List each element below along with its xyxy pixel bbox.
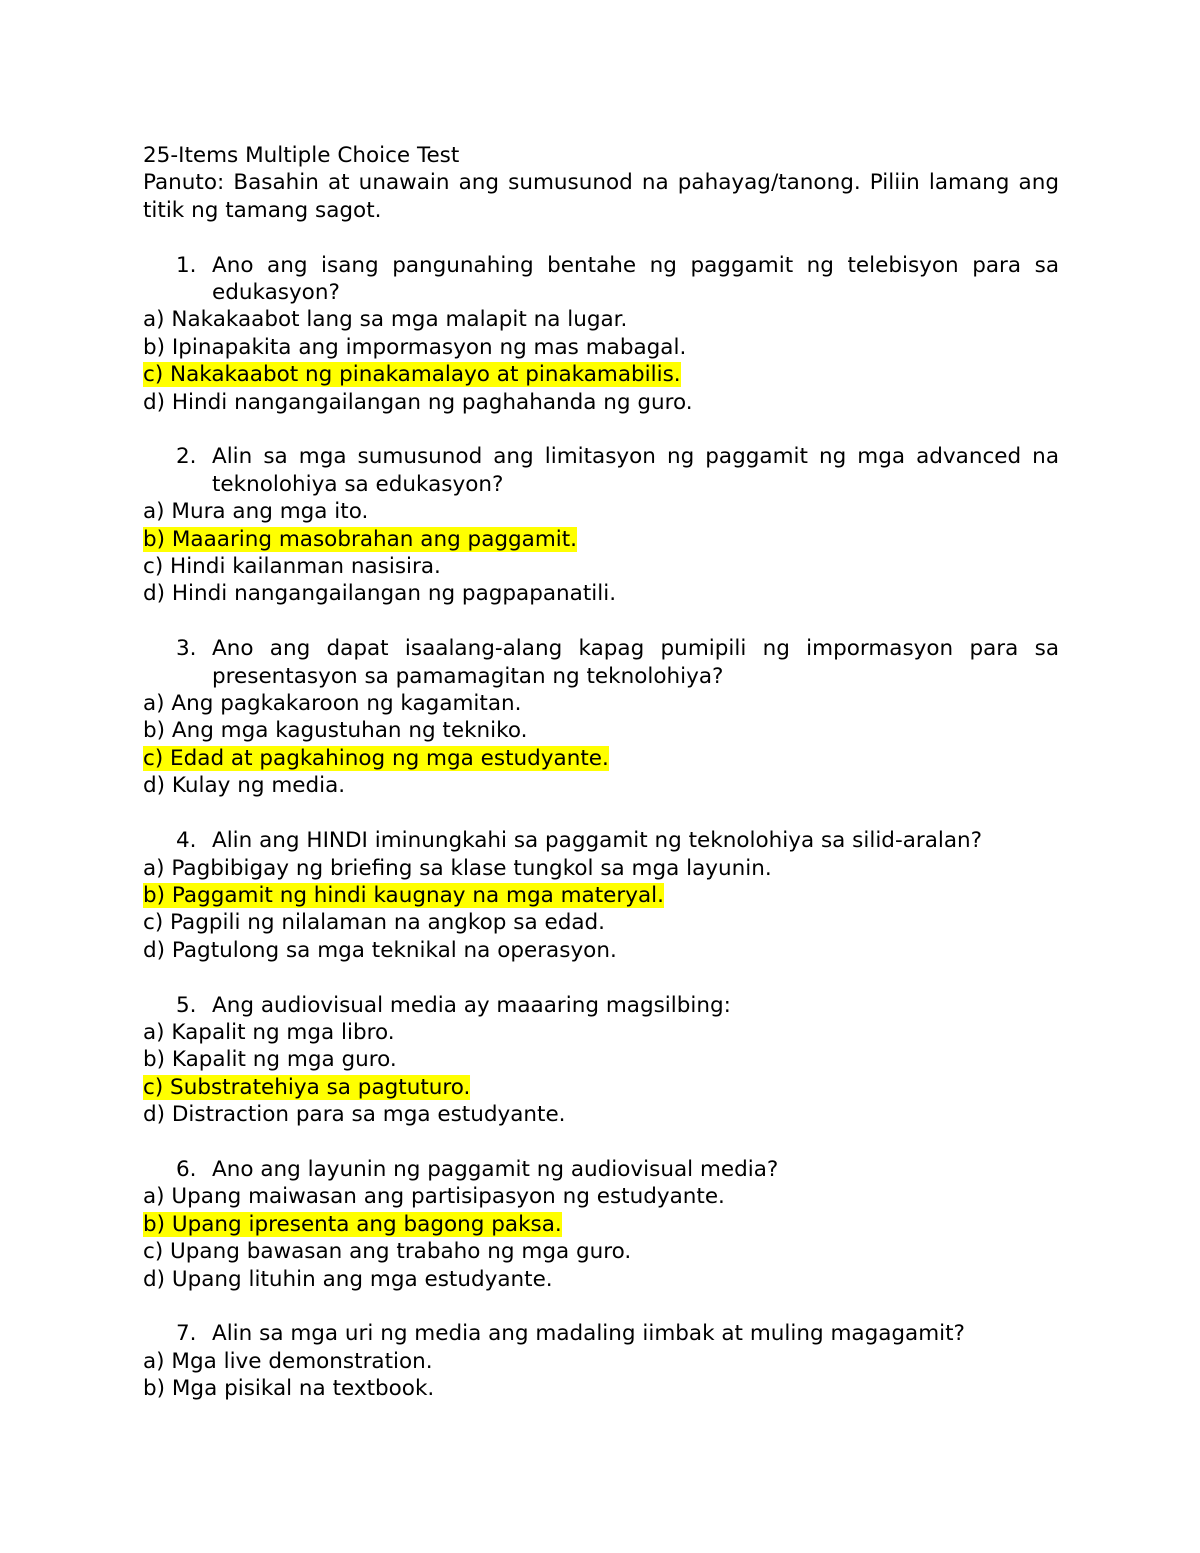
question-text	[143, 252, 1059, 307]
answer-choice	[143, 1101, 1059, 1128]
question-prompt: Alin ang HINDI iminungkahi sa paggamit ng teknolohiya sa silid-aralan?	[212, 828, 983, 854]
question-number: 1.	[176, 252, 197, 278]
question-prompt: Ano ang layunin ng paggamit ng audiovisual media?	[212, 1156, 779, 1182]
highlighted-answer: c) Nakakaabot ng pinakamalayo at pinakamabilis.	[143, 362, 681, 388]
choice-text: b) Mga pisikal na textbook.	[143, 1376, 435, 1402]
question-block	[143, 1320, 1059, 1402]
choice-text: a) Mga live demonstration.	[143, 1348, 433, 1374]
choice-text: c) Hindi kailanman nasisira.	[143, 554, 441, 580]
document-page	[143, 142, 1059, 1403]
answer-choice	[143, 1266, 1059, 1293]
choice-text: a) Upang maiwasan ang partisipasyon ng estudyante.	[143, 1184, 725, 1210]
highlighted-answer: c) Edad at pagkahinog ng mga estudyante.	[143, 745, 609, 771]
answer-choice	[143, 361, 1059, 388]
answer-choice	[143, 389, 1059, 416]
answer-choice	[143, 553, 1059, 580]
spacer	[143, 224, 1059, 251]
question-prompt: Ano ang isang pangunahing bentahe ng paggamit ng telebisyon para sa edukasyon?	[212, 252, 1059, 306]
spacer	[143, 800, 1059, 827]
answer-choice	[143, 1238, 1059, 1265]
spacer	[143, 608, 1059, 635]
question-text	[143, 1156, 1059, 1183]
choice-text: d) Hindi nangangailangan ng pagpapanatili.	[143, 581, 617, 607]
question-prompt: Alin sa mga uri ng media ang madaling iimbak at muling magagamit?	[212, 1321, 965, 1347]
choice-text: d) Kulay ng media.	[143, 773, 346, 799]
question-prompt: Ang audiovisual media ay maaaring magsilbing:	[212, 992, 731, 1018]
question-text	[143, 635, 1059, 690]
answer-choice	[143, 580, 1059, 607]
document-title: 25-Items Multiple Choice Test	[143, 143, 460, 168]
spacer	[143, 1293, 1059, 1320]
highlighted-answer: b) Paggamit ng hindi kaugnay na mga materyal.	[143, 882, 664, 908]
question-number: 4.	[176, 828, 197, 854]
choice-text: a) Kapalit ng mga libro.	[143, 1019, 395, 1045]
question-list	[143, 252, 1059, 1403]
answer-choice	[143, 745, 1059, 772]
answer-choice	[143, 717, 1059, 744]
choice-text: c) Upang bawasan ang trabaho ng mga guro.	[143, 1239, 632, 1265]
question-prompt: Alin sa mga sumusunod ang limitasyon ng paggamit ng mga advanced na teknolohiya sa edukasyon?	[212, 444, 1059, 497]
document-instructions: Panuto: Basahin at unawain ang sumusunod na pahayag/tanong. Piliin lamang ang titik ng tamang sagot.	[143, 170, 1059, 223]
choice-text: a) Ang pagkakaroon ng kagamitan.	[143, 691, 522, 717]
choice-text: b) Ipinapakita ang impormasyon ng mas mabagal.	[143, 334, 687, 360]
choice-text: a) Pagbibigay ng briefing sa klase tungkol sa mga layunin.	[143, 855, 772, 881]
question-text	[143, 1320, 1059, 1347]
answer-choice	[143, 690, 1059, 717]
highlighted-answer: c) Substratehiya sa pagtuturo.	[143, 1074, 471, 1100]
choice-text: d) Hindi nangangailangan ng paghahanda ng guro.	[143, 389, 693, 415]
choice-text: d) Distraction para sa mga estudyante.	[143, 1102, 566, 1128]
question-text	[143, 443, 1059, 498]
answer-choice	[143, 1348, 1059, 1375]
answer-choice	[143, 1211, 1059, 1238]
choice-text: b) Ang mga kagustuhan ng tekniko.	[143, 718, 528, 744]
choice-text: d) Upang lituhin ang mga estudyante.	[143, 1266, 553, 1292]
question-block	[143, 635, 1059, 827]
answer-choice	[143, 1375, 1059, 1402]
answer-choice	[143, 526, 1059, 553]
spacer	[143, 1129, 1059, 1156]
answer-choice	[143, 1046, 1059, 1073]
question-prompt: Ano ang dapat isaalang-alang kapag pumipili ng impormasyon para sa presentasyon sa pamamagitan ng teknolohiya?	[212, 636, 1059, 689]
answer-choice	[143, 882, 1059, 909]
question-number: 3.	[176, 636, 197, 662]
answer-choice	[143, 334, 1059, 361]
answer-choice	[143, 1183, 1059, 1210]
spacer	[143, 964, 1059, 991]
question-text	[143, 827, 1059, 854]
question-number: 5.	[176, 992, 197, 1018]
spacer	[143, 416, 1059, 443]
question-block	[143, 1156, 1059, 1320]
question-block	[143, 443, 1059, 635]
question-number: 7.	[176, 1321, 197, 1347]
question-block	[143, 992, 1059, 1156]
choice-text: c) Pagpili ng nilalaman na angkop sa edad.	[143, 910, 605, 936]
answer-choice	[143, 937, 1059, 964]
question-block	[143, 827, 1059, 991]
question-block	[143, 252, 1059, 444]
answer-choice	[143, 855, 1059, 882]
question-number: 6.	[176, 1156, 197, 1182]
highlighted-answer: b) Upang ipresenta ang bagong paksa.	[143, 1211, 562, 1237]
answer-choice	[143, 909, 1059, 936]
choice-text: d) Pagtulong sa mga teknikal na operasyon.	[143, 937, 617, 963]
answer-choice	[143, 772, 1059, 799]
choice-text: b) Kapalit ng mga guro.	[143, 1047, 397, 1073]
answer-choice	[143, 306, 1059, 333]
question-number: 2.	[176, 444, 197, 470]
choice-text: a) Nakakaabot lang sa mga malapit na lugar.	[143, 307, 628, 333]
question-text	[143, 992, 1059, 1019]
answer-choice	[143, 1019, 1059, 1046]
answer-choice	[143, 1074, 1059, 1101]
highlighted-answer: b) Maaaring masobrahan ang paggamit.	[143, 526, 578, 552]
choice-text: a) Mura ang mga ito.	[143, 499, 369, 525]
answer-choice	[143, 498, 1059, 525]
